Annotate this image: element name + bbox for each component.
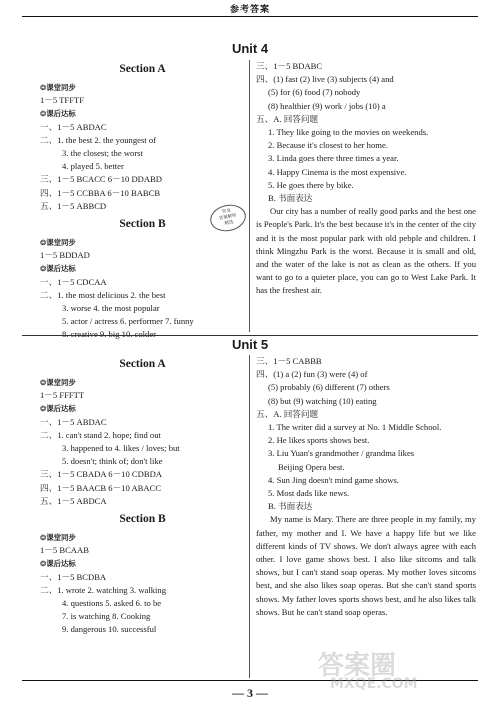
watermark-logo: 答案圈 [318, 651, 397, 681]
answer-stamp: 作业 答案解析 精选 [208, 202, 249, 235]
subsection-label: ❂课后达标 [40, 559, 76, 569]
section-title: Section B [119, 513, 166, 526]
answer-line: 二、1. the most delicious 2. the best [40, 289, 166, 300]
page-number: — 3 — [232, 686, 268, 700]
answer-line: 一、1－5 CDCAA [40, 276, 107, 287]
answer-line: 五、A. 回答问题 [256, 113, 319, 124]
answer-line: 三、1－5 BCACC 6－10 DDABD [40, 174, 162, 185]
answer-line: 一、1－5 ABDAC [40, 121, 107, 132]
answer-line: 3. the closest; the worst [62, 148, 143, 159]
answer-line: Beijing Opera best. [278, 461, 345, 472]
answer-line: 8. creative 9. big 10. colder [62, 329, 157, 340]
subsection-label: ❂课堂同步 [40, 238, 76, 248]
answer-line: 三、1－5 CBADA 6－10 CDBDA [40, 469, 162, 480]
unit5-left-column [40, 355, 245, 637]
answer-line: 三、1－5 CABBB [256, 356, 322, 366]
answer-line: 三、1－5 BDABC [256, 61, 323, 71]
answer-line: 3. Linda goes there three times a year. [268, 153, 399, 164]
section-title: Section B [119, 218, 166, 231]
essay-paragraph: My name is Mary. There are three people in my family, my father, my mother and I. We have a happy life but we like different kinds of TV shows. We don't always agree with each other. I love game shows best. I also like sitcoms and talk shows, but I can't stand soap operas. My mother loves sitcoms best, and she also likes soap operas. But she can't stand sports shows. My father loves sports shows best, and he also likes talk shows. But he can't stand soap operas. [256, 514, 476, 617]
answer-line: 五、A. 回答问题 [256, 408, 319, 419]
answer-line: 1－5 BCAAB [40, 545, 89, 556]
answer-line: 1. The writer did a survey at No. 1 Middle School. [268, 422, 442, 433]
answer-line: 二、1. wrote 2. watching 3. walking [40, 584, 167, 595]
subsection-label: ❂课堂同步 [40, 378, 76, 387]
answer-line: 4. questions 5. asked 6. to be [62, 598, 162, 609]
answer-line: 3. happened to 4. likes / loves; but [62, 443, 180, 454]
subsection-label: ❂课后达标 [40, 264, 76, 274]
answer-line: 一、1－5 BCDBA [40, 571, 107, 582]
answer-line: 五、1－5 ABDCA [40, 495, 107, 506]
subsection-label: ❂课堂同步 [40, 533, 76, 543]
subsection-label: ❂课后达标 [40, 109, 76, 119]
answer-line: 1. They like going to the movies on weekends. [268, 127, 429, 138]
answer-line: B. 书面表达 [268, 193, 313, 204]
section-title: Section A [119, 358, 166, 370]
subsection-label: ❂课堂同步 [40, 83, 76, 92]
answer-line: (8) healthier (9) work / jobs (10) a [268, 100, 386, 111]
subsection-label: ❂课后达标 [40, 404, 76, 414]
unit4-column-divider [249, 60, 250, 332]
answer-line: 5. He goes there by bike. [268, 179, 354, 190]
answer-line: (8) but (9) watching (10) eating [268, 395, 377, 406]
answer-line: 4. played 5. better [62, 161, 124, 172]
answer-line: B. 书面表达 [268, 501, 313, 512]
answer-line: 4. Happy Cinema is the most expensive. [268, 166, 407, 177]
answer-line: 5. doesn't; think of; don't like [62, 456, 163, 467]
answer-line: 四、1－5 CCBBA 6－10 BABCB [40, 187, 161, 198]
answer-line: 3. Liu Yuan's grandmother / grandma likes [268, 448, 415, 459]
answer-line: 2. Because it's closest to her home. [268, 140, 388, 151]
unit5-column-divider [249, 355, 250, 678]
header-rule [22, 16, 478, 17]
unit-separator-rule [22, 335, 478, 336]
answer-line: (5) probably (6) different (7) others [268, 382, 390, 393]
answer-line: 1－5 FFFTT [40, 390, 85, 401]
answer-line: 一、1－5 ABDAC [40, 416, 107, 427]
answer-line: 7. is watching 8. Cooking [62, 611, 151, 622]
essay-paragraph: Our city has a number of really good parks and the best one is People's Park. It's the best because it's in the center of the city and it is the most popular park with old pebple and children. I think Mingzhu Park is the worst. Because it is small and old, and the water of the lake is not as clean as the others. If you want to go to a quieter place, you can go to West Lake Park. It has the freshest air. [256, 206, 476, 296]
watermark-url: MXQE.COM [330, 676, 418, 692]
answer-line: 9. dangerous 10. successful [62, 624, 157, 635]
unit4-title: Unit 4 [231, 41, 269, 56]
answer-line: 1－5 BDDAD [40, 250, 90, 261]
section-title: Section A [119, 63, 166, 75]
page-header: 参考答案 [229, 5, 270, 15]
answer-line: 二、1. the best 2. the youngest of [40, 134, 156, 145]
answer-line: (5) for (6) food (7) nobody [268, 87, 361, 98]
unit5-title: Unit 5 [231, 337, 269, 352]
answer-line: 4. Sun Jing doesn't mind game shows. [268, 474, 399, 485]
answer-line: 3. worse 4. the most popular [62, 303, 160, 314]
answer-line: 四、(1) a (2) fun (3) were (4) of [256, 369, 368, 380]
answer-line: 5. Most dads like news. [268, 488, 350, 499]
unit4-right-column [256, 60, 476, 298]
unit4-left-column [40, 60, 245, 342]
answer-line: 2. He likes sports shows best. [268, 435, 370, 446]
answer-line: 二、1. can't stand 2. hope; find out [40, 429, 161, 440]
answer-line: 1－5 TFFTF [40, 95, 85, 106]
answer-line: 5. actor / actress 6. performer 7. funny [62, 316, 194, 327]
answer-line: 四、1－5 BAACB 6－10 ABACC [40, 482, 162, 493]
answer-line: 五、1－5 ABBCD [40, 200, 107, 211]
unit5-right-column [256, 355, 476, 619]
answer-line: 四、(1) fast (2) live (3) subjects (4) and [256, 74, 394, 85]
